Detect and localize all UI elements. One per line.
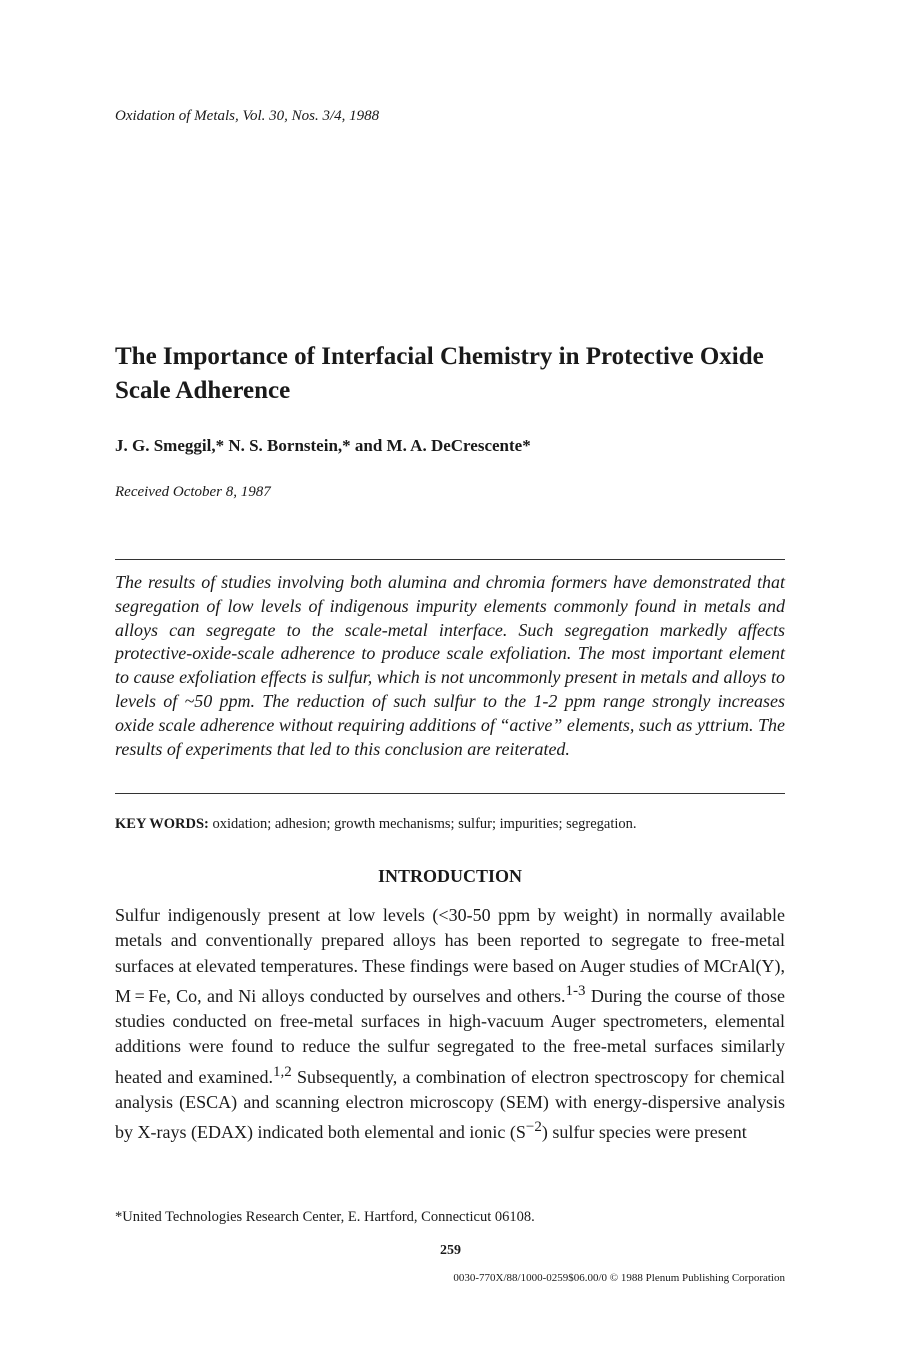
- abstract-top-rule: [115, 559, 785, 560]
- body-text-part: Subsequently, a combination of electron spectroscopy for chemical analysis (ESCA) and scanning electron microscopy (SEM) with energy-dispersive analysis by X-rays (EDAX) indicated both elemental and ionic (S: [115, 1066, 785, 1143]
- ion-charge-superscript: −2: [525, 1119, 542, 1136]
- page-number: 259: [440, 1243, 461, 1258]
- article-title: The Importance of Interfacial Chemistry in Protective Oxide Scale Adherence: [115, 343, 764, 404]
- reference-superscript: 1,2: [272, 1063, 292, 1080]
- keywords-list: oxidation; adhesion; growth mechanisms; sulfur; impurities; segregation.: [212, 816, 637, 832]
- author-affiliation-footnote: *United Technologies Research Center, E. Hartford, Connecticut 06108.: [115, 1209, 535, 1225]
- body-text-part: ) sulfur species were present: [541, 1122, 747, 1143]
- keywords: [115, 816, 795, 833]
- received-date: Received October 8, 1987: [115, 484, 271, 500]
- introduction-paragraph: [115, 903, 785, 1146]
- abstract-bottom-rule: [115, 793, 785, 794]
- body-text-part: Sulfur indigenously present at low levels (<30-50 ppm by weight) in normally available metals and conventionally prepared alloys has been reported to segregate to free-metal surfaces at elevated temperatures. These findings were based on Auger studies of MCrAl(Y), M = Fe, Co, and Ni alloys conducted by ourselves and others.: [115, 905, 785, 1006]
- keywords-label: KEY WORDS:: [115, 816, 209, 832]
- journal-citation: Oxidation of Metals, Vol. 30, Nos. 3/4, 1988: [115, 108, 380, 124]
- author-list: J. G. Smeggil,* N. S. Bornstein,* and M. A. DeCrescente*: [115, 436, 531, 455]
- abstract: The results of studies involving both alumina and chromia formers have demonstrated that segregation of low levels of indigenous impurity elements commonly found in metals and alloys can segregate to the scale-metal interface. Such segregation markedly affects protective-oxide-scale adherence to produce scale exfoliation. The most important element to cause exfoliation effects is sulfur, which is not uncommonly present in metals and alloys to levels of ~50 ppm. The reduction of such sulfur to the 1-2 ppm range strongly increases oxide scale adherence without requiring additions of “active” elements, such as yttrium. The results of experiments that led to this conclusion are reiterated.: [115, 572, 785, 759]
- section-heading-introduction: INTRODUCTION: [377, 866, 523, 886]
- reference-superscript: 1-3: [565, 982, 586, 999]
- copyright-line: 0030-770X/88/1000-0259$06.00/0 © 1988 Plenum Publishing Corporation: [453, 1272, 785, 1284]
- body-text-part: During the course of those studies conducted on free-metal surfaces in high-vacuum Auger spectrometers, elemental additions were found to reduce the sulfur segregated to the free-metal surfaces similarly heated and examined.: [115, 985, 786, 1087]
